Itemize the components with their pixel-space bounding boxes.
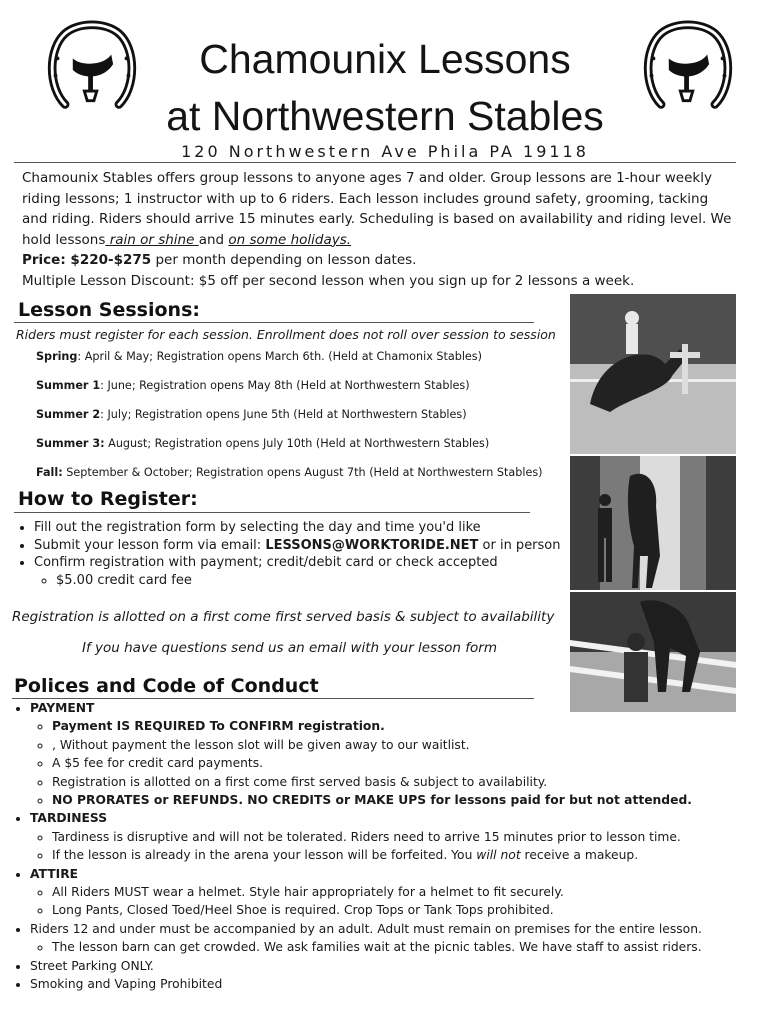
register-divider [14,512,530,513]
intro-text [22,168,734,291]
page-title-line2: at Northwestern Stables [166,93,604,139]
list-item: • Riders 12 and under must be accompanied by an adult. Adult must remain on premises for the entire lesson. ◦ The lesson barn can get crowded. We ask families wait at the picnic tables. We have staff to assist riders. [30,920,730,957]
list-item: ◦ NO PRORATES or REFUNDS. NO CREDITS or MAKE UPS for lessons paid for but not attended. [52,791,730,809]
list-item: • Confirm registration with payment; credit/debit card or check accepted ◦ $5.00 credit card fee [34,554,574,589]
session-summer-3: Summer 3: August; Registration opens July 10th (Held at Northwestern Stables) [36,437,490,450]
intro-description: Chamounix Stables offers group lessons to anyone ages 7 and older. Group lessons are 1-hour weekly riding lessons; 1 instructor with up to 6 riders. Each lesson includes ground safety, grooming, tacking and riding. Riders should arrive 15 minutes early. Scheduling is based on availability and riding level. We hold lessons [22,170,732,248]
register-heading: How to Register: [18,488,198,510]
list-item: ◦ ‚ Without payment the lesson slot will be given away to our waitlist. [52,736,730,754]
list-item: ◦ The lesson barn can get crowded. We ask families wait at the picnic tables. We have staff to assist riders. [52,938,730,956]
policies-heading: Polices and Code of Conduct [14,675,319,697]
list-item: ◦ If the lesson is already in the arena your lesson will be forfeited. You will not receive a makeup. [52,846,730,864]
list-item: • PAYMENT ◦ Payment IS REQUIRED To CONFIRM registration. ◦ ‚ Without payment the lesson slot will be given away to our waitlist. ◦ A $5 fee for credit card payments. ◦ Registration is allotted on a first come first served basis & subject to availability. ◦ NO PRORATES or REFUNDS. NO CREDITS or MAKE UPS for lessons paid for but not attended. [30,699,730,809]
list-item: ◦ Registration is allotted on a first come first served basis & subject to availability. [52,773,730,791]
session-spring: Spring: April & May; Registration opens March 6th. (Held at Chamonix Stables) [36,350,482,363]
list-item: ◦ Payment IS REQUIRED To CONFIRM registration. [52,717,730,735]
list-item: ◦ A $5 fee for credit card payments. [52,754,730,772]
sessions-heading: Lesson Sessions: [18,299,200,321]
sessions-divider [14,322,534,323]
list-item: ◦ All Riders MUST wear a helmet. Style hair appropriately for a helmet to fit securely. [52,883,730,901]
discount-text: Multiple Lesson Discount: $5 off per second lesson when you sign up for 2 lessons a week. [22,272,635,289]
price-label: Price: $220-$275 [22,252,152,268]
session-fall: Fall: September & October; Registration opens August 7th (Held at Northwestern Stables) [36,466,543,479]
session-summer-2: Summer 2: July; Registration opens June 5th (Held at Northwestern Stables) [36,408,467,421]
and-word: and [198,231,229,248]
questions-note: If you have questions send us an email with your lesson form [82,640,497,656]
list-item: • Smoking and Vaping Prohibited [30,975,730,993]
session-summer-1: Summer 1: June; Registration opens May 8th (Held at Northwestern Stables) [36,379,470,392]
email-address: LESSONS@WORKTORIDE.NET [265,537,479,553]
holidays: on some holidays. [228,231,352,248]
list-item: • Submit your lesson form via email: LESSONS@WORKTORIDE.NET or in person [34,537,574,555]
address: 120 Northwestern Ave Phila PA 19118 [181,142,589,161]
list-item: ◦ Tardiness is disruptive and will not be tolerated. Riders need to arrive 15 minutes prior to lesson time. [52,828,730,846]
list-item: ◦ $5.00 credit card fee [56,572,574,590]
register-list [16,519,574,589]
photo-grooming-horse [570,456,736,590]
sessions-note: Riders must register for each session. Enrollment does not roll over session to session [16,327,556,342]
list-item: • Fill out the registration form by selecting the day and time you'd like [34,519,574,537]
list-item: • Street Parking ONLY. [30,957,730,975]
price-text: per month depending on lesson dates. [151,252,417,268]
rain-or-shine: rain or shine [105,231,199,248]
allotted-note: Registration is allotted on a first come first served basis & subject to availability [12,609,555,625]
policies-list [12,699,730,994]
list-item: • ATTIRE ◦ All Riders MUST wear a helmet. Style hair appropriately for a helmet to fit securely. ◦ Long Pants, Closed Toed/Heel Shoe is required. Crop Tops or Tank Tops prohibited. [30,865,730,920]
page-title-line1: Chamounix Lessons [199,36,571,82]
header-divider [14,162,736,163]
list-item: ◦ Long Pants, Closed Toed/Heel Shoe is required. Crop Tops or Tank Tops prohibited. [52,901,730,919]
photo-jumping-horse [570,294,736,454]
list-item: • TARDINESS ◦ Tardiness is disruptive and will not be tolerated. Riders need to arrive 15 minutes prior to lesson time. ◦ If the lesson is already in the arena your lesson will be forfeited. You will not receive a makeup. [30,809,730,864]
photo-rider-with-horse [570,592,736,712]
